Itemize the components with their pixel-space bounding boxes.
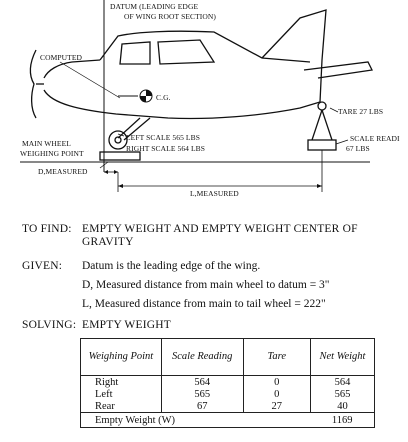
to-find-line-2: GRAVITY xyxy=(82,236,134,248)
label-scale-reading: SCALE READI xyxy=(350,134,400,143)
table-row xyxy=(81,400,375,413)
header-tare: Tare xyxy=(243,339,310,376)
table-row xyxy=(81,376,375,389)
solving-label: SOLVING: xyxy=(22,319,77,331)
given-line-3: L, Measured distance from main to tail wheel = 222" xyxy=(82,298,326,310)
propeller-icon xyxy=(30,50,36,118)
label-weighing-point: WEIGHING POINT xyxy=(20,149,84,158)
header-net-weight: Net Weight xyxy=(310,339,374,376)
to-find-label: TO FIND: xyxy=(22,223,72,235)
airplane-weighing-diagram xyxy=(0,0,408,215)
label-left-scale: LEFT SCALE 565 LBS xyxy=(126,133,200,142)
given-line-1: Datum is the leading edge of the wing. xyxy=(82,260,261,272)
cell-reading: 67 xyxy=(161,400,243,413)
label-scale-reading-2: 67 LBS xyxy=(346,144,370,153)
label-tare: TARE 27 LBS xyxy=(338,107,384,116)
table-total-row xyxy=(81,413,375,428)
cell-net: 564 xyxy=(310,376,374,389)
table-row xyxy=(81,388,375,400)
cell-reading: 565 xyxy=(161,388,243,400)
cell-point: Right xyxy=(81,376,162,389)
cell-point: Rear xyxy=(81,400,162,413)
given-label: GIVEN: xyxy=(22,260,63,272)
label-right-scale: RIGHT SCALE 564 LBS xyxy=(126,144,206,153)
total-value: 1169 xyxy=(310,413,374,428)
cell-reading: 564 xyxy=(161,376,243,389)
cell-tare: 0 xyxy=(243,376,310,389)
cg-symbol-icon xyxy=(140,90,152,102)
cell-point: Left xyxy=(81,388,162,400)
table-header-row xyxy=(81,339,375,376)
header-scale-reading: Scale Reading xyxy=(161,339,243,376)
label-d-measured: D,MEASURED xyxy=(38,167,88,176)
cell-tare: 0 xyxy=(243,388,310,400)
label-computed: COMPUTED xyxy=(40,53,83,62)
cell-net: 565 xyxy=(310,388,374,400)
cell-tare: 27 xyxy=(243,400,310,413)
label-datum: DATUM (LEADING EDGE xyxy=(110,2,199,11)
total-label: Empty Weight (W) xyxy=(81,413,311,428)
to-find-line-1: EMPTY WEIGHT AND EMPTY WEIGHT CENTER OF xyxy=(82,223,358,235)
airplane-diagram-svg xyxy=(0,0,408,215)
header-weighing-point: Weighing Point xyxy=(81,339,162,376)
empty-weight-table xyxy=(80,338,375,428)
label-cg: C.G. xyxy=(156,93,171,102)
label-l-measured: L,MEASURED xyxy=(190,189,239,198)
given-line-2: D, Measured distance from main wheel to datum = 3" xyxy=(82,279,330,291)
cell-net: 40 xyxy=(310,400,374,413)
solving-title: EMPTY WEIGHT xyxy=(82,319,171,331)
label-main-wheel: MAIN WHEEL xyxy=(22,139,71,148)
label-datum-2: OF WING ROOT SECTION) xyxy=(124,12,217,21)
